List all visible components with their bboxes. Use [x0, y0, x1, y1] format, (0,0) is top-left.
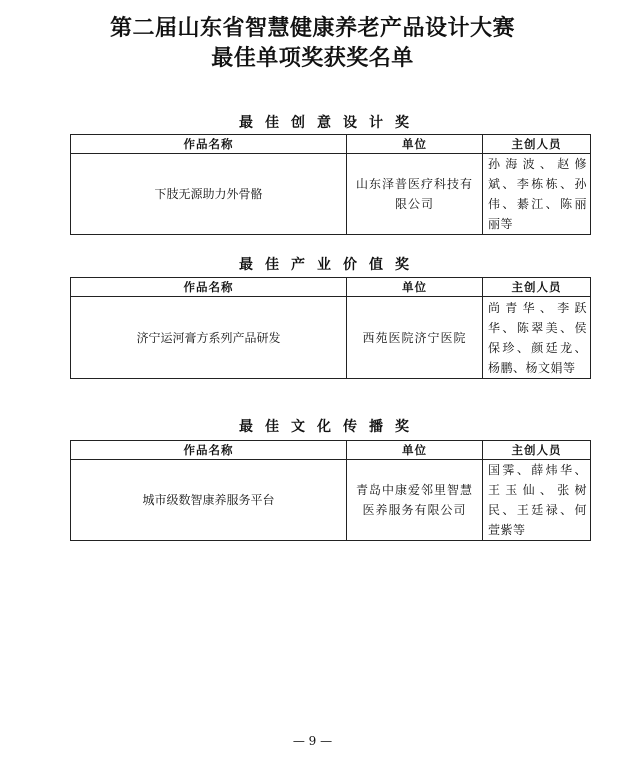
unit-cell: 山东泽普医疗科技有限公司 [347, 154, 483, 235]
column-header-people: 主创人员 [483, 278, 591, 297]
column-header-work: 作品名称 [71, 278, 347, 297]
work-name-cell: 济宁运河膏方系列产品研发 [71, 297, 347, 379]
column-header-people: 主创人员 [483, 135, 591, 154]
award-heading-culture-communication: 最佳文化传播奖 [239, 419, 421, 435]
award-table-culture-communication [70, 440, 591, 541]
column-header-unit: 单位 [347, 135, 483, 154]
column-header-unit: 单位 [347, 278, 483, 297]
page-number: — 9 — [292, 734, 333, 748]
award-table-industry-value [70, 277, 591, 379]
table-header-row [71, 441, 591, 460]
table-row [71, 154, 591, 235]
award-table-creative-design [70, 134, 591, 235]
people-cell: 尚青华、李跃华、陈翠美、侯保珍、颜廷龙、杨鹏、杨文娟等 [483, 297, 591, 379]
table-header-row [71, 278, 591, 297]
work-name-cell: 下肢无源助力外骨骼 [71, 154, 347, 235]
award-heading-creative-design: 最佳创意设计奖 [239, 115, 421, 131]
column-header-unit: 单位 [347, 441, 483, 460]
document-title-line1: 第二届山东省智慧健康养老产品设计大赛 [109, 15, 515, 41]
column-header-work: 作品名称 [71, 441, 347, 460]
column-header-work: 作品名称 [71, 135, 347, 154]
unit-cell: 西苑医院济宁医院 [347, 297, 483, 379]
table-row [71, 460, 591, 541]
table-header-row [71, 135, 591, 154]
column-header-people: 主创人员 [483, 441, 591, 460]
work-name-cell: 城市级数智康养服务平台 [71, 460, 347, 541]
document-title-line2: 最佳单项奖获奖名单 [211, 45, 414, 71]
table-row [71, 297, 591, 379]
people-cell: 孙海波、赵修斌、李栋栋、孙伟、綦江、陈丽丽等 [483, 154, 591, 235]
award-heading-industry-value: 最佳产业价值奖 [239, 257, 421, 273]
people-cell: 国霁、薛炜华、王玉仙、张树民、王廷禄、何萱紫等 [483, 460, 591, 541]
unit-cell: 青岛中康爱邻里智慧医养服务有限公司 [347, 460, 483, 541]
